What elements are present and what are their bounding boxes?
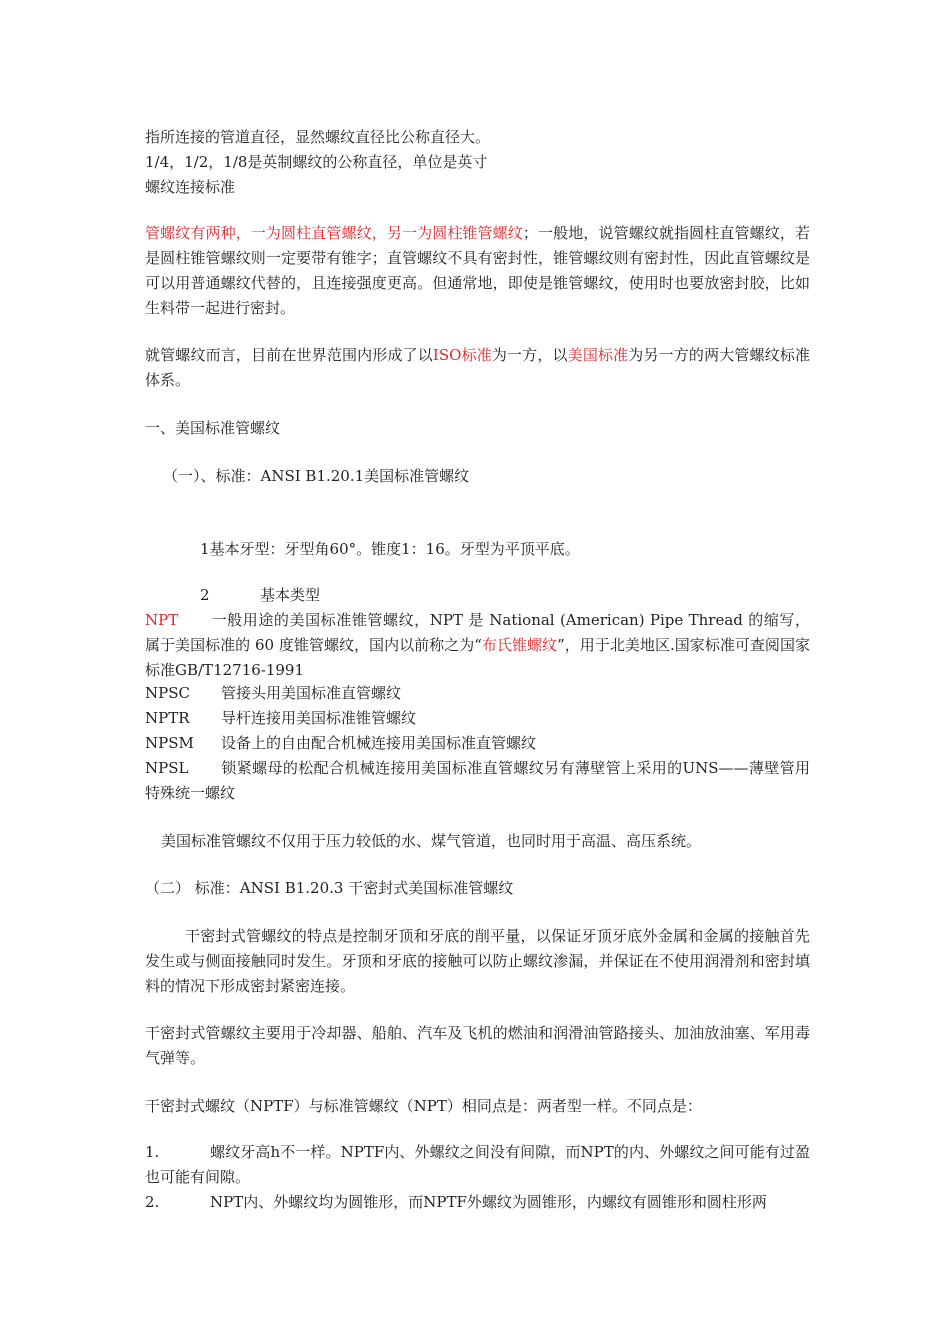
- systems-text-2: 为一方，以: [491, 346, 568, 364]
- systems-text-1: 就管螺纹而言，目前在世界范围内形成了以: [145, 346, 433, 364]
- item-number: 2: [200, 586, 210, 604]
- type-desc: 管接头用美国标准直管螺纹: [221, 684, 402, 702]
- npt-desc-2: ”，用于北美地区.国家标准可查阅国家标准GB/T12716-1991: [145, 636, 810, 679]
- type-code: NPSL: [145, 759, 189, 777]
- item-basic-profile: 1基本牙型：牙型角60°。锥度1：16。牙型为平顶平底。: [200, 540, 580, 558]
- subsection-heading-2: （二） 标准：ANSI B1.20.3 干密封式美国标准管螺纹: [145, 879, 514, 897]
- thread-types-text: ；一般地，说管螺纹就指圆柱直管螺纹，若是圆柱锥管螺纹则一定要带有锥字；直管螺纹不具有密封性，锥管螺纹则有密封性，因此直管螺纹是可以用普通螺纹代替的，且连接强度更高。但通常地，即使是锥管螺纹，使用时也要放密封胶，比如生料带一起进行密封。: [145, 224, 810, 317]
- type-desc: 锁紧螺母的松配合机械连接用美国标准直管螺纹另有薄壁管上采用的UNS——薄壁管用特殊统一螺纹: [145, 759, 810, 802]
- npt-code: NPT: [145, 611, 179, 629]
- paragraph-usage: 美国标准管螺纹不仅用于压力较低的水、煤气管道，也同时用于高温、高压系统。: [161, 832, 702, 850]
- intro-line-2: 1/4，1/2，1/8是英制螺纹的公称直径，单位是英寸: [145, 153, 488, 171]
- list-item: [145, 681, 810, 706]
- type-desc: 设备上的自由配合机械连接用美国标准直管螺纹: [221, 734, 537, 752]
- diff-text: NPT内、外螺纹均为圆锥形，而NPTF外螺纹为圆锥形，内螺纹有圆锥形和圆柱形两: [210, 1193, 767, 1211]
- diff-number: 2.: [145, 1193, 160, 1211]
- thread-type-list: [145, 681, 810, 806]
- highlight-iso: ISO标准: [432, 346, 492, 364]
- list-item: [145, 1140, 810, 1190]
- paragraph-comparison: 干密封式螺纹（NPTF）与标准管螺纹（NPT）相同点是：两者型一样。不同点是：: [145, 1097, 702, 1115]
- list-item: [145, 756, 810, 806]
- paragraph-dryseal: 干密封式管螺纹的特点是控制牙顶和牙底的削平量，以保证牙顶牙底外金属和金属的接触首先发生或与侧面接触同时发生。牙顶和牙底的接触可以防止螺纹渗漏，并保证在不使用润滑剂和密封填料的情况下形成密封紧密连接。: [145, 927, 810, 995]
- paragraph-thread-types: [145, 221, 810, 321]
- systems-text-3: 为另一方的两大管螺纹标准体系。: [145, 346, 810, 389]
- highlight-thread-types: 管螺纹有两种，一为圆柱直管螺纹，另一为圆柱锥管螺纹: [145, 224, 523, 242]
- paragraph-applications: 干密封式管螺纹主要用于冷却器、船舶、汽车及飞机的燃油和润滑油管路接头、加油放油塞、军用毒气弹等。: [145, 1024, 810, 1067]
- diff-text: 螺纹牙高h不一样。NPTF内、外螺纹之间没有间隙，而NPT的内、外螺纹之间可能有过盈也可能有间隙。: [145, 1143, 810, 1186]
- paragraph-standard-systems: [145, 343, 810, 393]
- highlight-us-standard: 美国标准: [567, 346, 629, 364]
- intro-line-3: 螺纹连接标准: [145, 178, 236, 196]
- list-item: [145, 731, 810, 756]
- diff-number: 1.: [145, 1143, 160, 1161]
- type-code: NPSC: [145, 684, 190, 702]
- item-basic-types: [200, 583, 865, 608]
- intro-block: [145, 125, 810, 200]
- type-code: NPTR: [145, 709, 190, 727]
- type-code: NPSM: [145, 734, 194, 752]
- section-heading-1: 一、美国标准管螺纹: [145, 419, 281, 437]
- npt-entry: [145, 608, 810, 683]
- npt-desc-1: 一般用途的美国标准锥管螺纹，NPT 是 National (American) Pipe Thread 的缩写，属于美国标准的 60 度锥管螺纹，国内以前称之为“: [145, 611, 810, 654]
- highlight-brown-taper: 布氏锥螺纹: [481, 636, 558, 654]
- list-item: [145, 1190, 810, 1215]
- subsection-heading-1: （一）、标准：ANSI B1.20.1美国标准管螺纹: [163, 467, 470, 485]
- difference-list: [145, 1140, 810, 1215]
- item-label: 基本类型: [260, 586, 321, 604]
- list-item: [145, 706, 810, 731]
- intro-line-1: 指所连接的管道直径，显然螺纹直径比公称直径大。: [145, 128, 491, 146]
- type-desc: 导杆连接用美国标准锥管螺纹: [221, 709, 417, 727]
